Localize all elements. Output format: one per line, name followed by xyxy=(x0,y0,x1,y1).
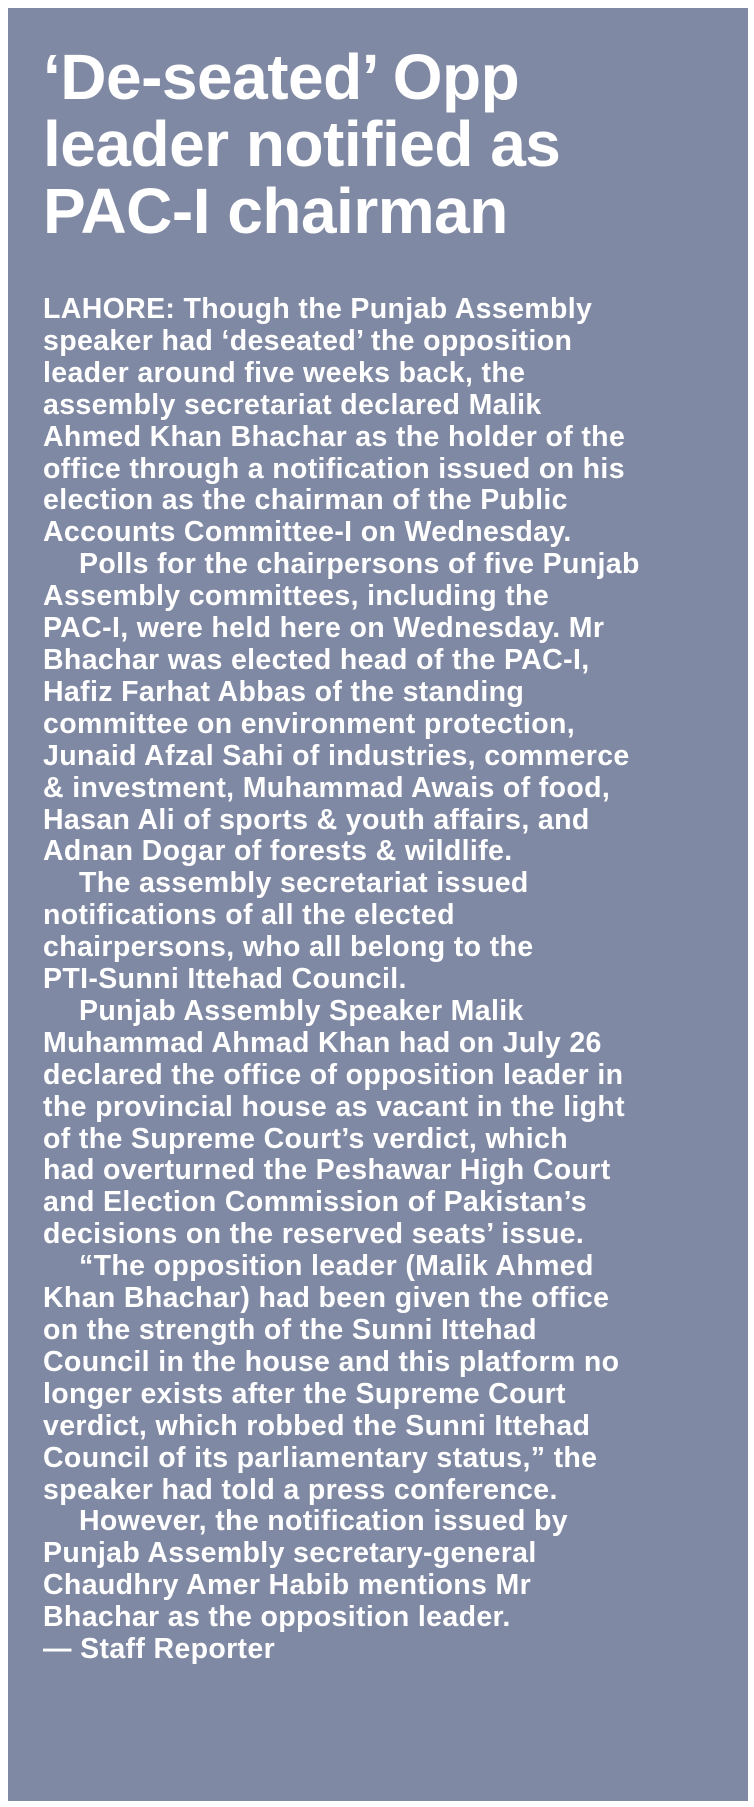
article-body-line: longer exists after the Supreme Court xyxy=(43,1377,566,1410)
article-body xyxy=(43,294,718,1634)
article-body-line: LAHORE: Though the Punjab Assembly xyxy=(43,293,593,325)
article-body-line: Bhachar was elected head of the PAC-I, xyxy=(43,643,590,676)
article-body-line: assembly secretariat declared Malik xyxy=(43,388,542,421)
article-body-line: & investment, Muhammad Awais of food, xyxy=(43,771,611,804)
article-body-line: PAC-I, were held here on Wednesday. Mr xyxy=(43,612,605,645)
article-body-line: “The opposition leader (Malik Ahmed xyxy=(79,1250,594,1283)
article-body-line: Polls for the chairpersons of five Punjab xyxy=(79,548,640,581)
headline-line: PAC-I chairman xyxy=(43,175,508,247)
article-body-line: Punjab Assembly Speaker Malik xyxy=(79,994,524,1027)
article-body-line: Accounts Committee-I on Wednesday. xyxy=(43,516,572,549)
headline-line: ‘De-seated’ Opp xyxy=(43,41,520,113)
news-article-card xyxy=(8,8,748,1801)
article-body-line: of the Supreme Court’s verdict, which xyxy=(43,1122,568,1155)
article-body-line: speaker had ‘deseated’ the opposition xyxy=(43,324,573,357)
article-body-line: decisions on the reserved seats’ issue. xyxy=(43,1218,585,1251)
article-body-line: speaker had told a press conference. xyxy=(43,1473,558,1506)
article-body-line: office through a notification issued on his xyxy=(43,452,625,485)
article-body-line: declared the office of opposition leader in xyxy=(43,1058,624,1091)
article-body-line: and Election Commission of Pakistan’s xyxy=(43,1186,588,1219)
article-body-line: on the strength of the Sunni Ittehad xyxy=(43,1314,537,1346)
article-body-line: Khan Bhachar) had been given the office xyxy=(43,1282,610,1315)
article-body-line: However, the notification issued by xyxy=(79,1505,568,1538)
article-body-line: Chaudhry Amer Habib mentions Mr xyxy=(43,1569,532,1602)
article-body-line: Council of its parliamentary status,” the xyxy=(43,1441,598,1474)
article-body-line: chairpersons, who all belong to the xyxy=(43,931,534,964)
article-body-line: Junaid Afzal Sahi of industries, commerce xyxy=(43,739,630,772)
article-byline: — Staff Reporter xyxy=(43,1633,276,1666)
article-body-line: Hafiz Farhat Abbas of the standing xyxy=(43,675,525,708)
article-body-line: Ahmed Khan Bhachar as the holder of the xyxy=(43,420,626,453)
article-body-line: verdict, which robbed the Sunni Ittehad xyxy=(43,1409,591,1442)
article-body-line: PTI-Sunni Ittehad Council. xyxy=(43,963,407,996)
article-body-line: leader around five weeks back, the xyxy=(43,356,526,389)
article-body-line: election as the chairman of the Public xyxy=(43,484,568,517)
byline-container xyxy=(43,1634,718,1666)
article-body-line: Punjab Assembly secretary-general xyxy=(43,1537,537,1570)
article-body-line: Hasan Ali of sports & youth affairs, and xyxy=(43,803,590,836)
article-body-line: committee on environment protection, xyxy=(43,707,575,740)
article-body-line: Adnan Dogar of forests & wildlife. xyxy=(43,835,513,868)
article-headline xyxy=(43,41,718,247)
article-body-line: notifications of all the elected xyxy=(43,899,455,932)
article-body-line: the provincial house as vacant in the light xyxy=(43,1090,626,1123)
article-body-line: Assembly committees, including the xyxy=(43,580,550,613)
article-body-line: Muhammad Ahmad Khan had on July 26 xyxy=(43,1026,602,1059)
article-body-line: Council in the house and this platform no xyxy=(43,1345,620,1378)
article-body-line: had overturned the Peshawar High Court xyxy=(43,1154,611,1187)
article-body-line: The assembly secretariat issued xyxy=(79,867,529,900)
article-body-line: Bhachar as the opposition leader. xyxy=(43,1601,511,1634)
headline-line: leader notified as xyxy=(43,108,561,180)
